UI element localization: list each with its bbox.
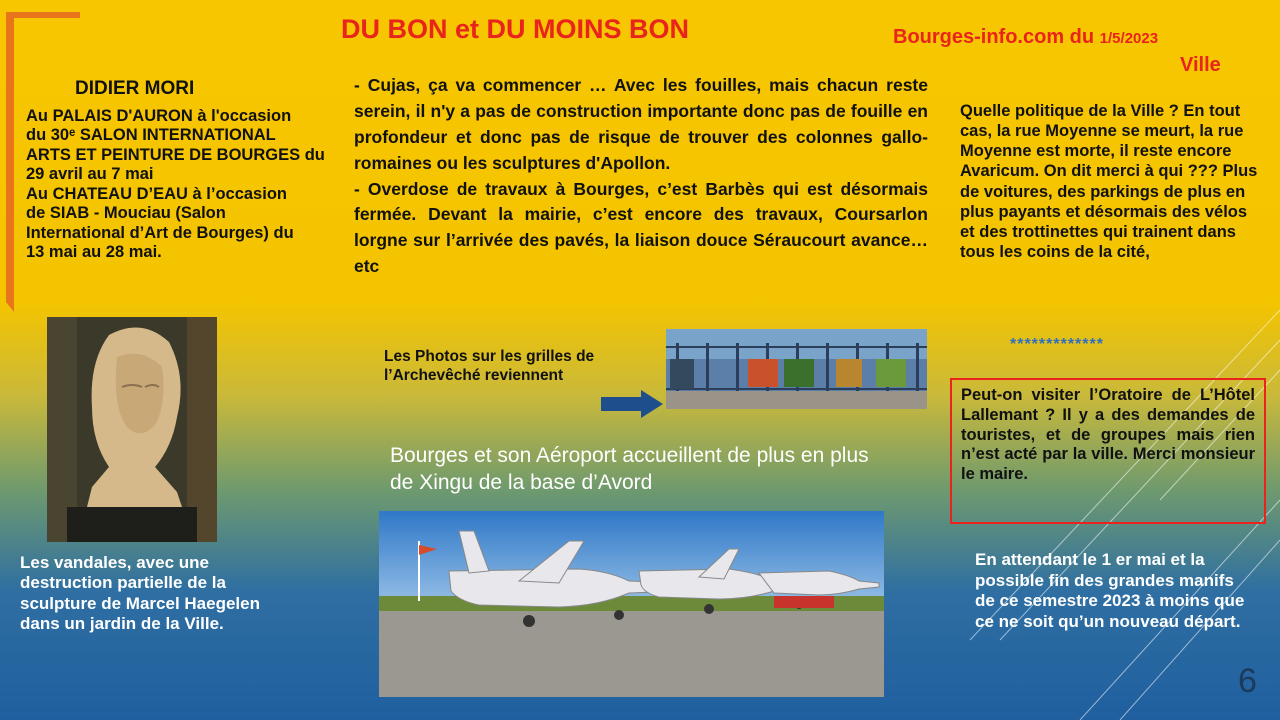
exhibition-line: 29 avril au 7 mai	[26, 165, 154, 184]
exhibition-line: du 30ᵉ SALON INTERNATIONAL	[26, 126, 276, 145]
attendant-text: En attendant le 1 er mai et la possible fin des grandes manifs de ce semestre 2023 à moins que ce ne soit qu’un nouveau départ.	[975, 550, 1245, 632]
ville-label: Ville	[1180, 54, 1221, 76]
cujas-text	[354, 73, 928, 280]
oratoire-box: Peut-on visiter l’Oratoire de L’Hôtel Lallemant ? Il y a des demandes de touristes, et de groupes mais rien n’est acté par la ville. Merci monsieur le maire.	[950, 378, 1266, 524]
exhibition-line: International d’Art de Bourges) du	[26, 223, 294, 242]
exhibition-line: de SIAB - Mouciau (Salon	[26, 204, 226, 223]
exhibition-line: ARTS ET PEINTURE DE BOURGES du	[26, 145, 325, 164]
exhibition-text	[26, 107, 336, 263]
exhibition-line: Au CHATEAU D’EAU à l’occasion	[26, 184, 287, 203]
politique-text: Quelle politique de la Ville ? En tout cas, la rue Moyenne se meurt, la rue Moyenne est morte, il reste encore Avaricum. On dit merci à qui ??? Plus de voitures, des parkings de plus en plus payants et désormais des vélos et des trottinettes qui trainent dans tous les coins de la cité,	[960, 102, 1258, 261]
vandales-text: Les vandales, avec une destruction partielle de la sculpture de Marcel Haegelen dans un jardin de la Ville.	[20, 553, 260, 634]
exhibition-line: 13 mai au 28 mai.	[26, 243, 162, 262]
archeveche-photo	[666, 329, 927, 409]
aeroport-caption: Bourges et son Aéroport accueillent de plus en plus de Xingu de la base d’Avord	[390, 444, 869, 495]
separator-stars: *************	[1010, 336, 1104, 353]
artist-name: DIDIER MORI	[75, 78, 195, 99]
right-arrow-icon	[601, 390, 663, 418]
exhibition-line: Au PALAIS D'AURON à l'occasion	[26, 107, 292, 125]
site-date: 1/5/2023	[1099, 30, 1159, 47]
site-name: Bourges-info.com du	[893, 26, 1095, 48]
page-number: 6	[1238, 662, 1257, 700]
cujas-paragraph-2: - Overdose de travaux à Bourges, c’est Barbès qui est désormais fermée. Devant la mairie, c’est encore des travaux, Coursarlon lorgne sur l’arrivée des pavés, la liaison douce Séraucourt avance… etc	[354, 178, 928, 277]
sculpture-photo	[47, 317, 217, 542]
airport-photo	[379, 511, 884, 697]
page-title: DU BON et DU MOINS BON	[340, 14, 689, 44]
archeveche-caption: Les Photos sur les grilles de l’Archevêché reviennent	[384, 348, 595, 385]
cujas-paragraph-1: - Cujas, ça va commencer … Avec les fouilles, mais chacun reste serein, il n'y a pas de construction importante donc pas de fouille en profondeur et donc pas de risque de trouver des colonnes gallo- romaines ou les sculptures d'Apollon.	[354, 75, 928, 173]
site-label	[893, 26, 1158, 49]
